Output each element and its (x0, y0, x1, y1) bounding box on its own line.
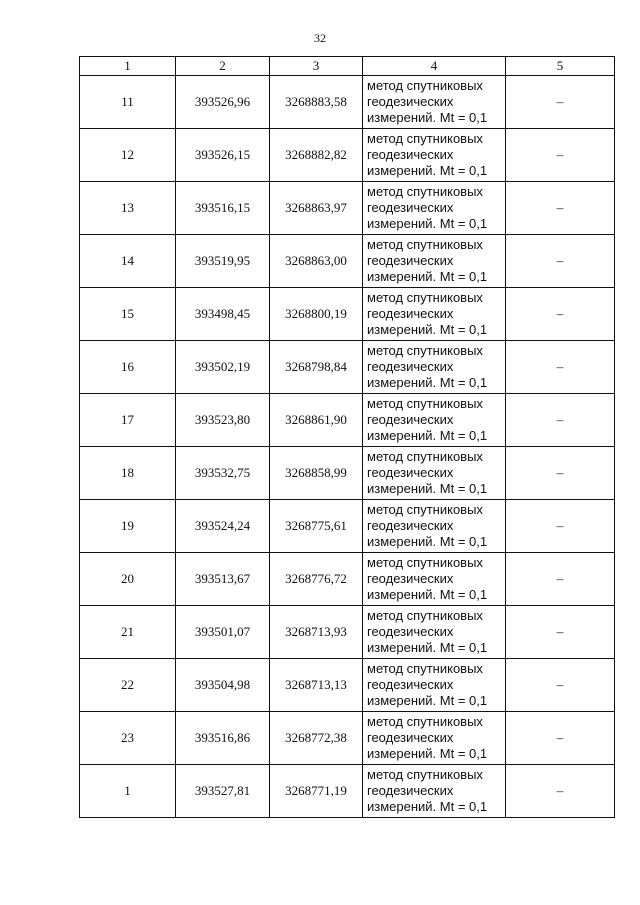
table-row (80, 500, 615, 553)
header-col-3: 3 (270, 57, 363, 76)
x-coordinate-cell: 393524,24 (176, 500, 270, 553)
table-row (80, 182, 615, 235)
method-cell: метод спутниковых геодезических измерений. Mt = 0,1 (363, 76, 506, 129)
table-row (80, 341, 615, 394)
note-cell: – (506, 182, 615, 235)
table-row (80, 394, 615, 447)
note-cell: – (506, 447, 615, 500)
note-cell: – (506, 394, 615, 447)
method-cell: метод спутниковых геодезических измерений. Mt = 0,1 (363, 447, 506, 500)
y-coordinate-cell: 3268882,82 (270, 129, 363, 182)
y-coordinate-cell: 3268800,19 (270, 288, 363, 341)
x-coordinate-cell: 393516,86 (176, 712, 270, 765)
y-coordinate-cell: 3268863,97 (270, 182, 363, 235)
note-cell: – (506, 765, 615, 818)
point-number-cell: 20 (80, 553, 176, 606)
x-coordinate-cell: 393526,15 (176, 129, 270, 182)
header-col-2: 2 (176, 57, 270, 76)
table-row (80, 553, 615, 606)
table-body (80, 76, 615, 818)
table-row (80, 606, 615, 659)
x-coordinate-cell: 393519,95 (176, 235, 270, 288)
method-cell: метод спутниковых геодезических измерений. Mt = 0,1 (363, 500, 506, 553)
note-cell: – (506, 341, 615, 394)
table-row (80, 659, 615, 712)
note-cell: – (506, 235, 615, 288)
header-col-4: 4 (363, 57, 506, 76)
table-row (80, 288, 615, 341)
table-row (80, 447, 615, 500)
y-coordinate-cell: 3268775,61 (270, 500, 363, 553)
point-number-cell: 16 (80, 341, 176, 394)
y-coordinate-cell: 3268883,58 (270, 76, 363, 129)
method-cell: метод спутниковых геодезических измерений. Mt = 0,1 (363, 765, 506, 818)
y-coordinate-cell: 3268798,84 (270, 341, 363, 394)
note-cell: – (506, 129, 615, 182)
note-cell: – (506, 76, 615, 129)
note-cell: – (506, 500, 615, 553)
method-cell: метод спутниковых геодезических измерений. Mt = 0,1 (363, 659, 506, 712)
table-header (80, 57, 615, 76)
x-coordinate-cell: 393516,15 (176, 182, 270, 235)
point-number-cell: 18 (80, 447, 176, 500)
point-number-cell: 21 (80, 606, 176, 659)
x-coordinate-cell: 393523,80 (176, 394, 270, 447)
method-cell: метод спутниковых геодезических измерений. Mt = 0,1 (363, 712, 506, 765)
table-row (80, 76, 615, 129)
y-coordinate-cell: 3268772,38 (270, 712, 363, 765)
note-cell: – (506, 553, 615, 606)
table-row (80, 235, 615, 288)
method-cell: метод спутниковых геодезических измерений. Mt = 0,1 (363, 553, 506, 606)
y-coordinate-cell: 3268863,00 (270, 235, 363, 288)
header-row (80, 57, 615, 76)
header-col-5: 5 (506, 57, 615, 76)
note-cell: – (506, 712, 615, 765)
x-coordinate-cell: 393527,81 (176, 765, 270, 818)
y-coordinate-cell: 3268861,90 (270, 394, 363, 447)
table-row (80, 129, 615, 182)
method-cell: метод спутниковых геодезических измерений. Mt = 0,1 (363, 341, 506, 394)
y-coordinate-cell: 3268713,93 (270, 606, 363, 659)
method-cell: метод спутниковых геодезических измерений. Mt = 0,1 (363, 606, 506, 659)
note-cell: – (506, 659, 615, 712)
method-cell: метод спутниковых геодезических измерений. Mt = 0,1 (363, 235, 506, 288)
point-number-cell: 22 (80, 659, 176, 712)
x-coordinate-cell: 393513,67 (176, 553, 270, 606)
x-coordinate-cell: 393498,45 (176, 288, 270, 341)
point-number-cell: 12 (80, 129, 176, 182)
table-row (80, 712, 615, 765)
point-number-cell: 13 (80, 182, 176, 235)
method-cell: метод спутниковых геодезических измерений. Mt = 0,1 (363, 288, 506, 341)
note-cell: – (506, 606, 615, 659)
y-coordinate-cell: 3268776,72 (270, 553, 363, 606)
x-coordinate-cell: 393501,07 (176, 606, 270, 659)
point-number-cell: 1 (80, 765, 176, 818)
y-coordinate-cell: 3268713,13 (270, 659, 363, 712)
method-cell: метод спутниковых геодезических измерений. Mt = 0,1 (363, 182, 506, 235)
method-cell: метод спутниковых геодезических измерений. Mt = 0,1 (363, 129, 506, 182)
header-col-1: 1 (80, 57, 176, 76)
table-row (80, 765, 615, 818)
point-number-cell: 23 (80, 712, 176, 765)
point-number-cell: 15 (80, 288, 176, 341)
x-coordinate-cell: 393502,19 (176, 341, 270, 394)
point-number-cell: 11 (80, 76, 176, 129)
x-coordinate-cell: 393532,75 (176, 447, 270, 500)
x-coordinate-cell: 393526,96 (176, 76, 270, 129)
point-number-cell: 19 (80, 500, 176, 553)
y-coordinate-cell: 3268858,99 (270, 447, 363, 500)
note-cell: – (506, 288, 615, 341)
point-number-cell: 14 (80, 235, 176, 288)
y-coordinate-cell: 3268771,19 (270, 765, 363, 818)
x-coordinate-cell: 393504,98 (176, 659, 270, 712)
point-number-cell: 17 (80, 394, 176, 447)
coordinates-table (79, 56, 615, 818)
method-cell: метод спутниковых геодезических измерений. Mt = 0,1 (363, 394, 506, 447)
page-number: 32 (314, 31, 326, 45)
